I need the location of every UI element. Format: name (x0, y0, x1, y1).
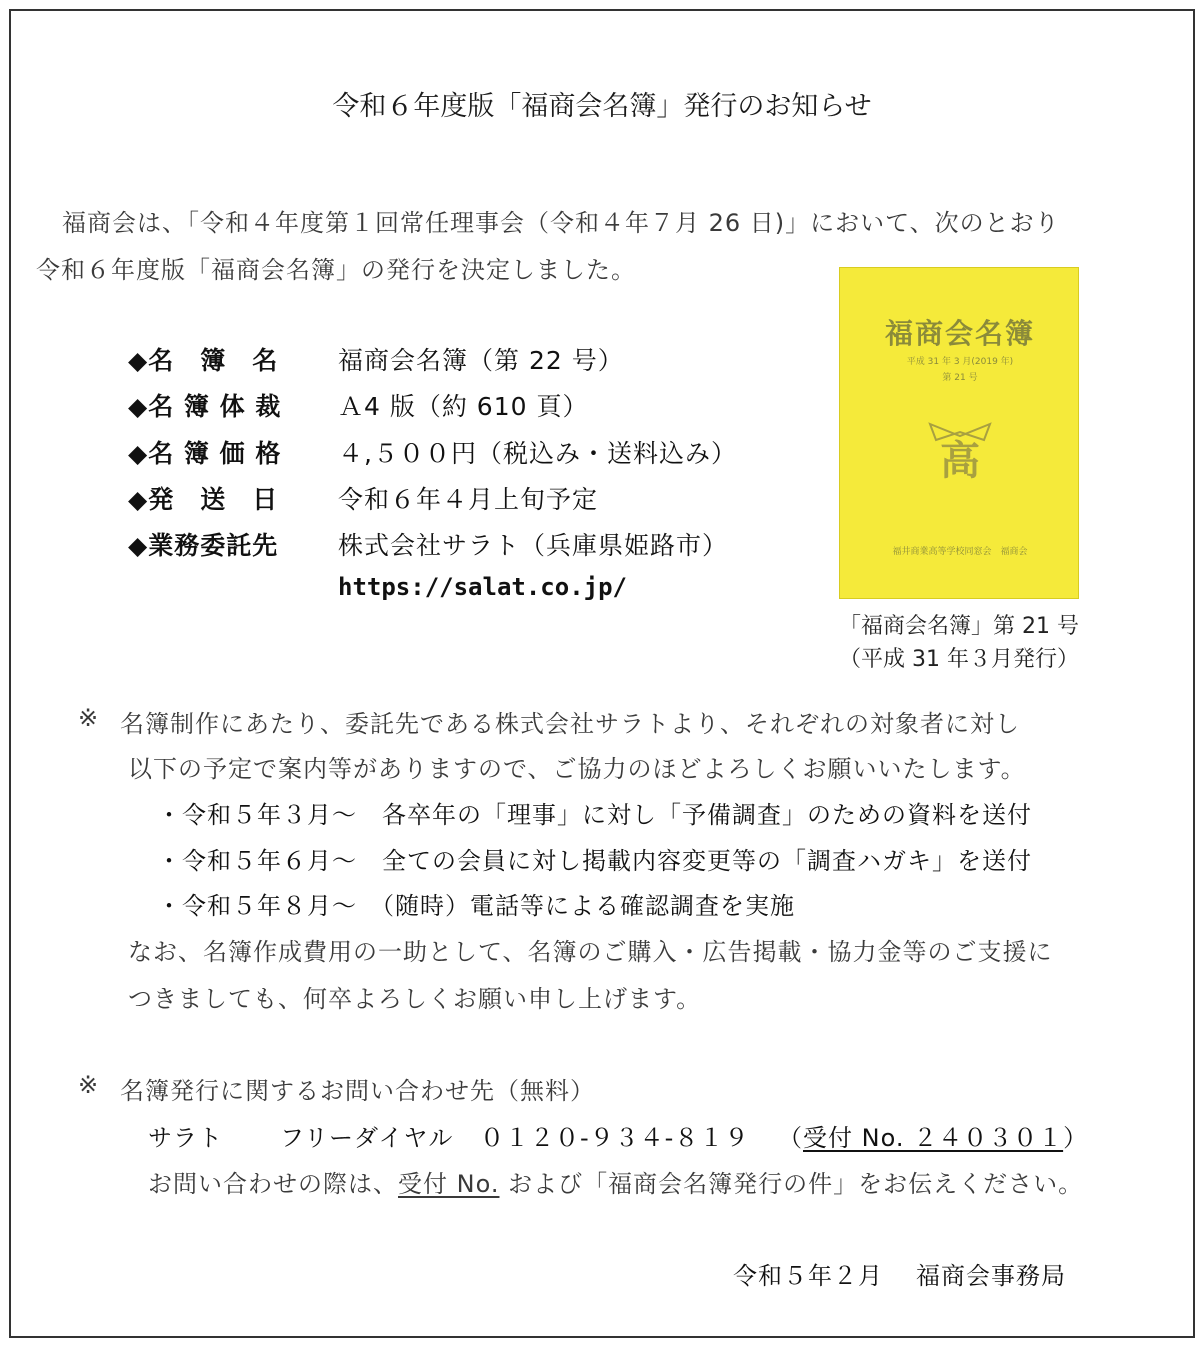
inquiry-company: サラト (148, 1124, 223, 1152)
spec-value-name: 福商会名簿（第 22 号） (338, 346, 624, 375)
directory-cover-image (839, 267, 1079, 599)
schedule-item: ・令和５年３月～ 各卒年の「理事」に対し「予備調査」のための資料を送付 (157, 801, 1032, 829)
note2-mark: ※ (78, 1071, 100, 1099)
schedule-item: ・令和５年６月～ 全ての会員に対し掲載内容変更等の「調査ハガキ」を送付 (157, 847, 1032, 875)
note1-line-4: つきましても、何卒よろしくお願い申し上げます。 (128, 985, 702, 1013)
intro-line-2: 令和６年度版「福商会名簿」の発行を決定しました。 (36, 256, 636, 284)
instruction-before: お問い合わせの際は、 (148, 1170, 398, 1198)
intro-line-1: 福商会は、「令和４年度第１回常任理事会（令和４年７月 26 日)」において、次のとおり (62, 209, 1060, 237)
note1-line-2: 以下の予定で案内等がありますので、ご協力のほどよろしくお願いいたします。 (128, 755, 1026, 783)
cover-publisher: 福井商業高等学校同窓会 福商会 (892, 547, 1028, 557)
cover-caption-date: （平成 31 年３月発行） (839, 647, 1079, 672)
phone-number[interactable]: ０１２０-９３４-８１９ (480, 1124, 750, 1152)
spec-value-format: Ａ4 版（約 610 頁） (338, 392, 589, 421)
svg-text:高: 高 (940, 437, 980, 482)
footer-office: 福商会事務局 (916, 1262, 1066, 1290)
note1-line-3: なお、名簿作成費用の一助として、名簿のご購入・広告掲載・協力金等のご支援に (128, 938, 1053, 966)
note1-line-1: 名簿制作にあたり、委託先である株式会社サラトより、それぞれの対象者に対し (120, 710, 1020, 738)
spec-label-contractor: ◆業務委託先 (128, 531, 279, 560)
spec-value-contractor: 株式会社サラト（兵庫県姫路市） (338, 531, 729, 560)
schedule-item: ・令和５年８月～ （随時）電話等による確認調査を実施 (157, 892, 795, 920)
receipt-paren-close: ） (1063, 1124, 1089, 1152)
cover-issue: 第 21 号 (942, 373, 978, 383)
free-dial-label: フリーダイヤル (280, 1124, 454, 1152)
receipt-number: 受付 No. ２４０３０１ (803, 1124, 1064, 1152)
spec-label-name: ◆名 簿 名 (128, 346, 279, 375)
cover-date: 平成 31 年 3 月(2019 年) (906, 357, 1014, 367)
page-title: 令和６年度版「福商会名簿」発行のお知らせ (332, 91, 872, 122)
instruction-after: および「福商会名簿発行の件」をお伝えください。 (499, 1170, 1084, 1198)
cover-title: 福商会名簿 (884, 317, 1035, 350)
contractor-url[interactable]: https://salat.co.jp/ (338, 573, 627, 601)
cover-caption-title: 「福商会名簿」第 21 号 (839, 614, 1079, 639)
inquiry-instruction (148, 1164, 1083, 1199)
spec-value-price: ４,５００円（税込み・送料込み） (338, 439, 737, 468)
spec-value-ship-date: 令和６年４月上旬予定 (338, 485, 599, 514)
spec-label-price: ◆名 簿 価 格 (128, 439, 282, 468)
school-emblem-icon (926, 418, 994, 482)
receipt-paren-open: （ (778, 1124, 803, 1152)
note1-mark: ※ (78, 704, 100, 732)
footer-date: 令和５年２月 (733, 1262, 883, 1290)
receipt-number-group (778, 1118, 1088, 1153)
instruction-receipt: 受付 No. (398, 1170, 500, 1198)
spec-label-ship-date: ◆発 送 日 (128, 485, 279, 514)
inquiry-heading: 名簿発行に関するお問い合わせ先（無料） (120, 1077, 595, 1105)
spec-label-format: ◆名 簿 体 裁 (128, 392, 282, 421)
